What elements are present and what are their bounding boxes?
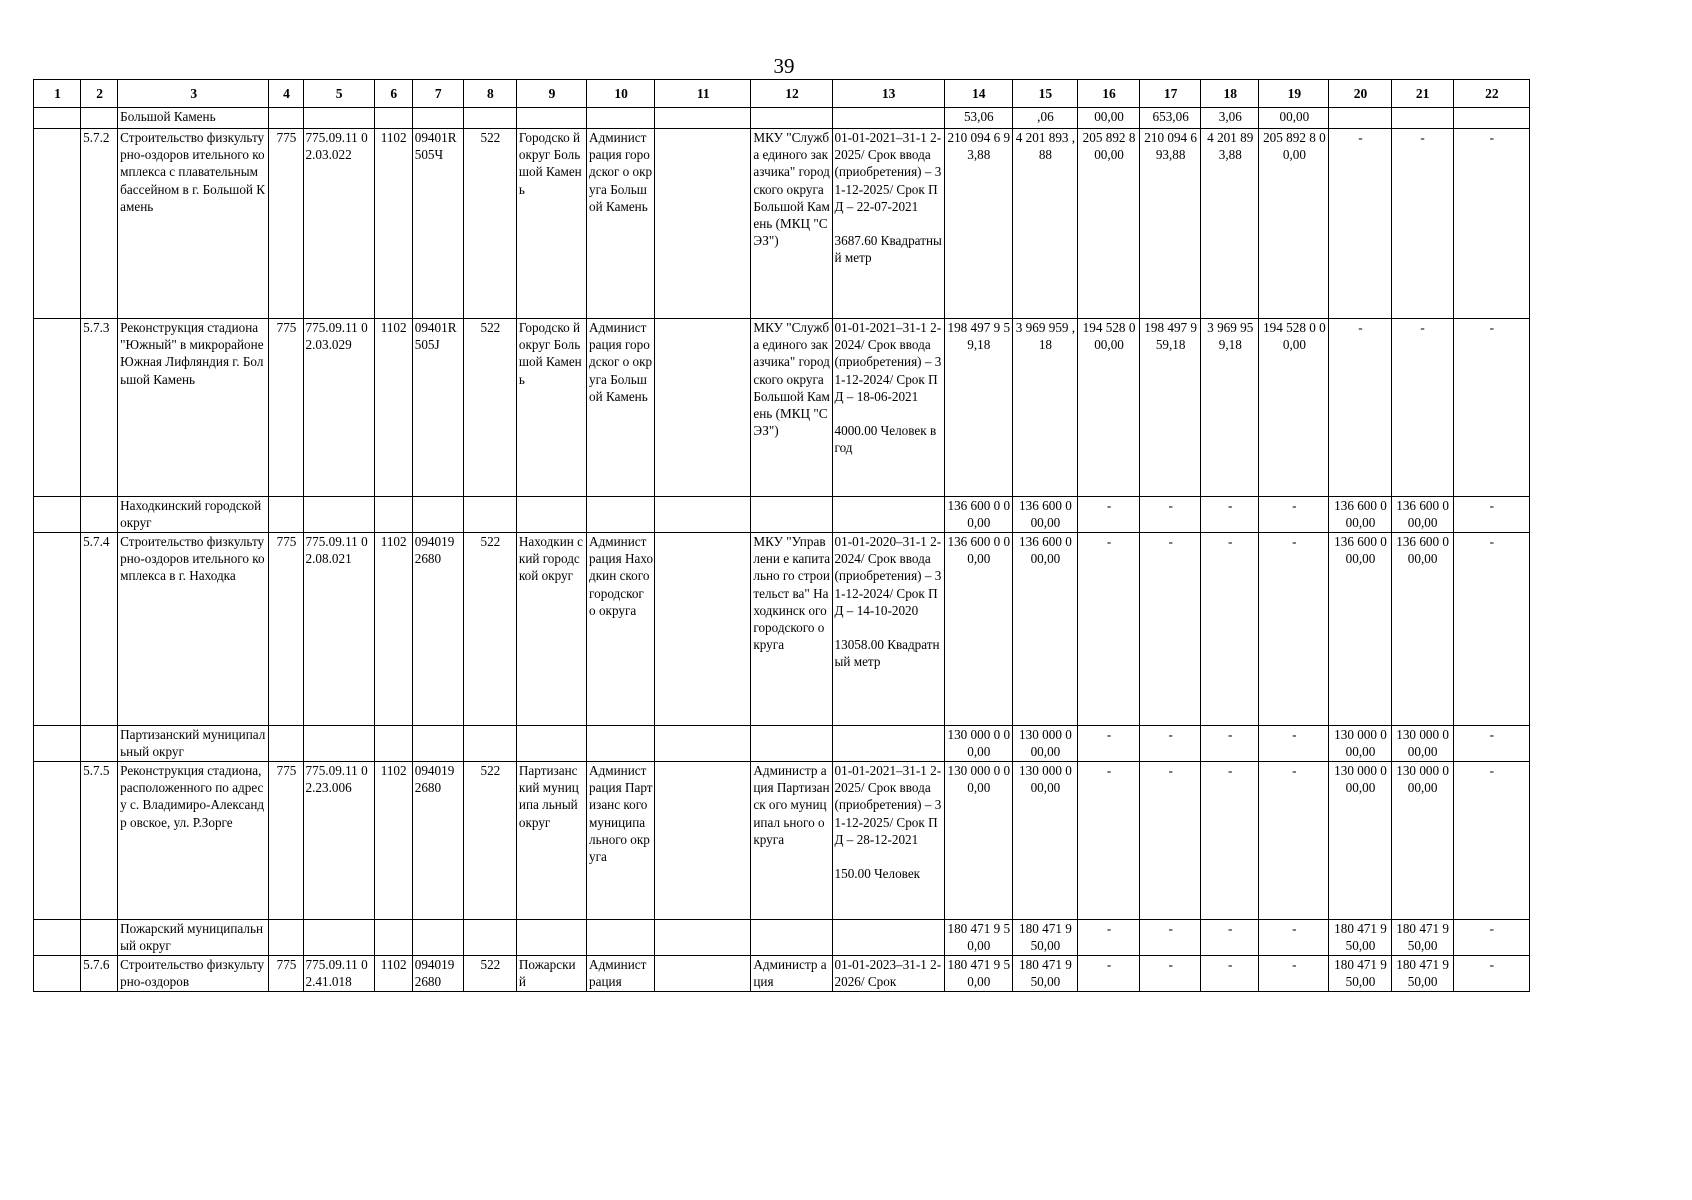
cell-col-12 [751, 920, 832, 956]
cell-col-10: Админист рация [587, 956, 655, 992]
cell-col-10 [587, 920, 655, 956]
cell-col-8 [463, 726, 516, 762]
cell-col-4: 775 [269, 533, 303, 726]
cell-col-4 [269, 497, 303, 533]
cell-col-15: 4 201 893 ,88 [1012, 129, 1077, 319]
cell-col-16: - [1077, 956, 1139, 992]
cell-col-17: - [1140, 497, 1201, 533]
column-header-16: 16 [1077, 80, 1139, 108]
cell-col-18: - [1201, 762, 1259, 920]
cell-col-2 [81, 920, 118, 956]
cell-col-14: 53,06 [944, 108, 1012, 129]
page-number: 39 [773, 54, 795, 78]
cell-col-11 [655, 956, 751, 992]
cell-col-17: 210 094 693,88 [1140, 129, 1201, 319]
cell-col-2 [81, 497, 118, 533]
cell-col-4 [269, 108, 303, 129]
cell-col-22: - [1453, 762, 1529, 920]
cell-col-18: - [1201, 920, 1259, 956]
cell-col-13: 01-01-2020–31-1 2-2024/ Срок ввода (приобретения) – 31-12-2024/ Срок ПД – 14-10-2020 13058.00 Квадратный метр [832, 533, 944, 726]
cell-col-8 [463, 497, 516, 533]
cell-col-17: - [1140, 762, 1201, 920]
group-row [34, 920, 1530, 956]
cell-col-21: 130 000 0 00,00 [1391, 762, 1453, 920]
cell-col-7: 09401R 505J [412, 319, 463, 497]
cell-col-12: МКУ "Служба единого заказчика" городского округа Большой Камень (МКЦ "СЭЗ") [751, 129, 832, 319]
cell-col-13: 01-01-2023–31-1 2-2026/ Срок [832, 956, 944, 992]
cell-col-1 [34, 956, 81, 992]
cell-col-21: - [1391, 319, 1453, 497]
cell-col-17: - [1140, 726, 1201, 762]
column-header-20: 20 [1329, 80, 1391, 108]
cell-col-16: - [1077, 762, 1139, 920]
cell-col-6: 1102 [374, 129, 412, 319]
cell-col-6: 1102 [374, 956, 412, 992]
continuation-row [34, 108, 1530, 129]
cell-col-18: 3,06 [1201, 108, 1259, 129]
cell-col-16: - [1077, 726, 1139, 762]
cell-col-5 [303, 108, 374, 129]
cell-col-14: 136 600 0 00,00 [944, 497, 1012, 533]
cell-col-20: 130 000 0 00,00 [1329, 726, 1391, 762]
cell-col-13: 01-01-2021–31-1 2-2025/ Срок ввода (приобретения) – 31-12-2025/ Срок ПД – 22-07-2021 3687.60 Квадратный метр [832, 129, 944, 319]
column-header-1: 1 [34, 80, 81, 108]
cell-col-21: 130 000 0 00,00 [1391, 726, 1453, 762]
cell-col-22: - [1453, 726, 1529, 762]
cell-col-15: 136 600 0 00,00 [1012, 533, 1077, 726]
cell-col-17: 198 497 959,18 [1140, 319, 1201, 497]
cell-col-21: 136 600 0 00,00 [1391, 533, 1453, 726]
cell-col-6: 1102 [374, 533, 412, 726]
cell-col-1 [34, 108, 81, 129]
cell-col-11 [655, 726, 751, 762]
cell-col-16: - [1077, 497, 1139, 533]
cell-col-1 [34, 129, 81, 319]
cell-col-12 [751, 497, 832, 533]
cell-col-15: 136 600 0 00,00 [1012, 497, 1077, 533]
cell-col-4: 775 [269, 956, 303, 992]
cell-col-14: 180 471 9 50,00 [944, 956, 1012, 992]
cell-col-2: 5.7.4 [81, 533, 118, 726]
cell-col-22: - [1453, 920, 1529, 956]
cell-col-21: 180 471 9 50,00 [1391, 956, 1453, 992]
cell-col-18: 4 201 89 3,88 [1201, 129, 1259, 319]
group-row [34, 726, 1530, 762]
column-header-19: 19 [1259, 80, 1329, 108]
column-header-18: 18 [1201, 80, 1259, 108]
cell-col-14: 136 600 0 00,00 [944, 533, 1012, 726]
cell-col-22: - [1453, 956, 1529, 992]
cell-col-9 [516, 108, 586, 129]
cell-col-22: - [1453, 319, 1529, 497]
cell-col-13 [832, 726, 944, 762]
cell-col-11 [655, 497, 751, 533]
group-row [34, 497, 1530, 533]
cell-col-12 [751, 726, 832, 762]
cell-col-5: 775.09.11 02.03.022 [303, 129, 374, 319]
cell-col-19: - [1259, 726, 1329, 762]
cell-col-10 [587, 497, 655, 533]
cell-col-3: Реконструкция стадиона, расположенного по адресу с. Владимиро-Александр овское, ул. Р.Зорге [118, 762, 269, 920]
cell-col-18: - [1201, 726, 1259, 762]
cell-col-8: 522 [463, 956, 516, 992]
cell-col-22: - [1453, 129, 1529, 319]
cell-col-15: 180 471 9 50,00 [1012, 920, 1077, 956]
cell-col-19: 00,00 [1259, 108, 1329, 129]
cell-col-4: 775 [269, 129, 303, 319]
cell-col-14: 130 000 0 00,00 [944, 726, 1012, 762]
cell-col-6 [374, 726, 412, 762]
cell-col-12: Администр ация [751, 956, 832, 992]
cell-col-13: 01-01-2021–31-1 2-2025/ Срок ввода (приобретения) – 31-12-2025/ Срок ПД – 28-12-2021 150.00 Человек [832, 762, 944, 920]
cell-col-20: 130 000 0 00,00 [1329, 762, 1391, 920]
cell-col-5 [303, 920, 374, 956]
cell-col-21: 180 471 9 50,00 [1391, 920, 1453, 956]
cell-col-9: Городско й округ Большой Камень [516, 319, 586, 497]
cell-col-10 [587, 108, 655, 129]
column-header-11: 11 [655, 80, 751, 108]
cell-col-10: Админист рация Находкин ского городског о округа [587, 533, 655, 726]
column-header-15: 15 [1012, 80, 1077, 108]
cell-col-22 [1453, 108, 1529, 129]
cell-col-7: 094019 2680 [412, 533, 463, 726]
table-row [34, 762, 1530, 920]
cell-col-2: 5.7.5 [81, 762, 118, 920]
cell-col-5: 775.09.11 02.03.029 [303, 319, 374, 497]
column-header-13: 13 [832, 80, 944, 108]
cell-col-3: Строительство физкультурно-оздоров ительного комплекса в г. Находка [118, 533, 269, 726]
cell-col-7 [412, 920, 463, 956]
cell-col-18: - [1201, 497, 1259, 533]
cell-col-22: - [1453, 533, 1529, 726]
cell-col-3: Строительство физкультурно-оздоров ительного комплекса с плавательным бассейном в г. Большой Камень [118, 129, 269, 319]
cell-col-20: - [1329, 129, 1391, 319]
cell-col-20: 136 600 0 00,00 [1329, 497, 1391, 533]
cell-col-12: Администр ация Партизанск ого муниципал ьного округа [751, 762, 832, 920]
cell-col-10: Админист рация городског о округа Большой Камень [587, 319, 655, 497]
cell-col-7: 094019 2680 [412, 956, 463, 992]
cell-col-20 [1329, 108, 1391, 129]
cell-col-21 [1391, 108, 1453, 129]
cell-col-7: 094019 2680 [412, 762, 463, 920]
table-row [34, 129, 1530, 319]
cell-col-15: 130 000 0 00,00 [1012, 726, 1077, 762]
cell-col-9: Находкин ский городской округ [516, 533, 586, 726]
cell-col-13 [832, 108, 944, 129]
cell-col-6 [374, 920, 412, 956]
cell-col-5: 775.09.11 02.08.021 [303, 533, 374, 726]
cell-col-3: Строительство физкультурно-оздоров [118, 956, 269, 992]
cell-col-1 [34, 319, 81, 497]
cell-col-5 [303, 497, 374, 533]
column-header-6: 6 [374, 80, 412, 108]
cell-col-11 [655, 920, 751, 956]
cell-col-2: 5.7.3 [81, 319, 118, 497]
cell-col-8: 522 [463, 129, 516, 319]
column-header-17: 17 [1140, 80, 1201, 108]
table-header-row [34, 80, 1530, 108]
cell-col-14: 130 000 0 00,00 [944, 762, 1012, 920]
cell-col-3: Партизанский муниципальный округ [118, 726, 269, 762]
column-header-14: 14 [944, 80, 1012, 108]
cell-col-3: Реконструкция стадиона "Южный" в микрорайоне Южная Лифляндия г. Большой Камень [118, 319, 269, 497]
table-row [34, 956, 1530, 992]
column-header-4: 4 [269, 80, 303, 108]
cell-col-3: Пожарский муниципальный округ [118, 920, 269, 956]
cell-col-9: Партизанс кий муниципа льный округ [516, 762, 586, 920]
cell-col-16: 205 892 8 00,00 [1077, 129, 1139, 319]
cell-col-4: 775 [269, 319, 303, 497]
cell-col-5: 775.09.11 02.23.006 [303, 762, 374, 920]
cell-col-15: 3 969 959 ,18 [1012, 319, 1077, 497]
cell-col-11 [655, 533, 751, 726]
cell-col-11 [655, 108, 751, 129]
cell-col-17: - [1140, 533, 1201, 726]
cell-col-8: 522 [463, 533, 516, 726]
cell-col-16: 00,00 [1077, 108, 1139, 129]
cell-col-18: 3 969 95 9,18 [1201, 319, 1259, 497]
cell-col-6: 1102 [374, 319, 412, 497]
cell-col-9 [516, 497, 586, 533]
cell-col-19: - [1259, 533, 1329, 726]
cell-col-13 [832, 920, 944, 956]
cell-col-7: 09401R 505Ч [412, 129, 463, 319]
cell-col-22: - [1453, 497, 1529, 533]
cell-col-13 [832, 497, 944, 533]
cell-col-19: 194 528 0 00,00 [1259, 319, 1329, 497]
cell-col-7 [412, 497, 463, 533]
cell-col-1 [34, 497, 81, 533]
cell-col-9 [516, 726, 586, 762]
cell-col-9: Городско й округ Большой Камень [516, 129, 586, 319]
cell-col-2 [81, 108, 118, 129]
cell-col-12: МКУ "Управлени е капитально го строительст ва" Находкинск ого городского округа [751, 533, 832, 726]
cell-col-8: 522 [463, 319, 516, 497]
cell-col-7 [412, 108, 463, 129]
cell-col-8 [463, 920, 516, 956]
cell-col-11 [655, 319, 751, 497]
program-table [33, 79, 1530, 992]
cell-col-1 [34, 726, 81, 762]
cell-col-17: 653,06 [1140, 108, 1201, 129]
column-header-5: 5 [303, 80, 374, 108]
cell-col-20: 136 600 0 00,00 [1329, 533, 1391, 726]
cell-col-6: 1102 [374, 762, 412, 920]
cell-col-3: Находкинский городской округ [118, 497, 269, 533]
cell-col-11 [655, 129, 751, 319]
cell-col-8: 522 [463, 762, 516, 920]
cell-col-20: - [1329, 319, 1391, 497]
cell-col-20: 180 471 9 50,00 [1329, 956, 1391, 992]
cell-col-9: Пожарски й [516, 956, 586, 992]
cell-col-10: Админист рация Партизанс кого муниципа льного округа [587, 762, 655, 920]
cell-col-5: 775.09.11 02.41.018 [303, 956, 374, 992]
cell-col-19: - [1259, 920, 1329, 956]
cell-col-4 [269, 726, 303, 762]
cell-col-16: 194 528 0 00,00 [1077, 319, 1139, 497]
cell-col-12 [751, 108, 832, 129]
column-header-8: 8 [463, 80, 516, 108]
cell-col-4 [269, 920, 303, 956]
column-header-22: 22 [1453, 80, 1529, 108]
cell-col-8 [463, 108, 516, 129]
cell-col-21: 136 600 0 00,00 [1391, 497, 1453, 533]
cell-col-14: 198 497 9 59,18 [944, 319, 1012, 497]
cell-col-2 [81, 726, 118, 762]
cell-col-13: 01-01-2021–31-1 2-2024/ Срок ввода (приобретения) – 31-12-2024/ Срок ПД – 18-06-2021 4000.00 Человек в год [832, 319, 944, 497]
table-row [34, 319, 1530, 497]
cell-col-15: 130 000 0 00,00 [1012, 762, 1077, 920]
cell-col-1 [34, 920, 81, 956]
cell-col-9 [516, 920, 586, 956]
cell-col-21: - [1391, 129, 1453, 319]
cell-col-20: 180 471 9 50,00 [1329, 920, 1391, 956]
column-header-7: 7 [412, 80, 463, 108]
column-header-21: 21 [1391, 80, 1453, 108]
cell-col-3: Большой Камень [118, 108, 269, 129]
cell-col-19: - [1259, 956, 1329, 992]
cell-col-12: МКУ "Служба единого заказчика" городского округа Большой Камень (МКЦ "СЭЗ") [751, 319, 832, 497]
cell-col-17: - [1140, 920, 1201, 956]
cell-col-16: - [1077, 533, 1139, 726]
cell-col-6 [374, 108, 412, 129]
cell-col-6 [374, 497, 412, 533]
cell-col-5 [303, 726, 374, 762]
cell-col-18: - [1201, 533, 1259, 726]
cell-col-1 [34, 533, 81, 726]
table-row [34, 533, 1530, 726]
column-header-10: 10 [587, 80, 655, 108]
cell-col-14: 210 094 6 93,88 [944, 129, 1012, 319]
cell-col-11 [655, 762, 751, 920]
cell-col-15: 180 471 9 50,00 [1012, 956, 1077, 992]
cell-col-4: 775 [269, 762, 303, 920]
cell-col-17: - [1140, 956, 1201, 992]
column-header-2: 2 [81, 80, 118, 108]
cell-col-10 [587, 726, 655, 762]
cell-col-1 [34, 762, 81, 920]
cell-col-19: 205 892 8 00,00 [1259, 129, 1329, 319]
cell-col-7 [412, 726, 463, 762]
column-header-12: 12 [751, 80, 832, 108]
cell-col-2: 5.7.2 [81, 129, 118, 319]
column-header-3: 3 [118, 80, 269, 108]
cell-col-18: - [1201, 956, 1259, 992]
cell-col-19: - [1259, 762, 1329, 920]
column-header-9: 9 [516, 80, 586, 108]
cell-col-10: Админист рация городског о округа Большой Камень [587, 129, 655, 319]
cell-col-2: 5.7.6 [81, 956, 118, 992]
cell-col-19: - [1259, 497, 1329, 533]
cell-col-15: ,06 [1012, 108, 1077, 129]
cell-col-14: 180 471 9 50,00 [944, 920, 1012, 956]
cell-col-16: - [1077, 920, 1139, 956]
